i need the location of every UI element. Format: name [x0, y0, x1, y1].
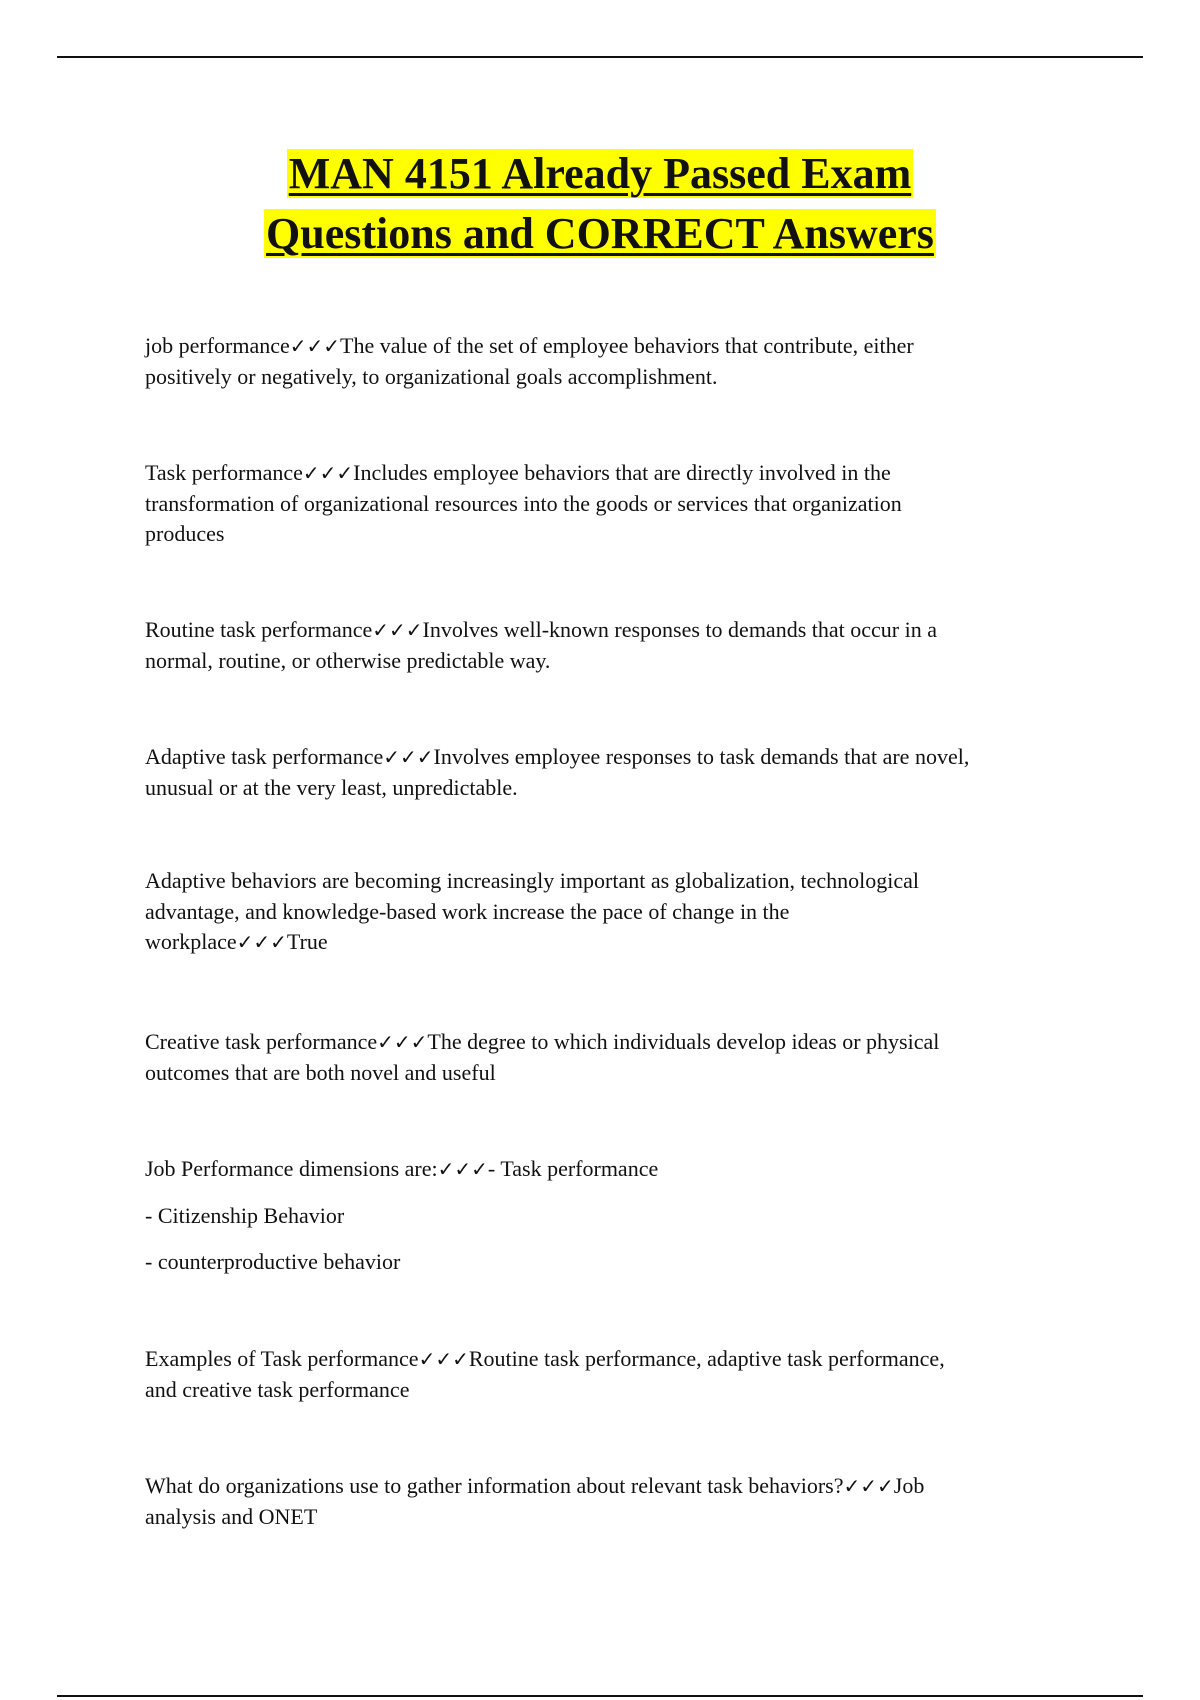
entry-answer: Job — [893, 1473, 925, 1498]
entry-answer: Involves well-known responses to demands that occur in a — [422, 617, 937, 642]
qa-entry-adaptive-behaviors — [145, 866, 1065, 958]
entry-term: workplace — [145, 929, 237, 954]
entry-answer-continued: transformation of organizational resources into the goods or services that organization — [145, 490, 902, 516]
entry-answer: Routine task performance, adaptive task performance, — [468, 1346, 945, 1371]
document-title — [0, 144, 1200, 264]
check-mark-icon: ✓✓✓ — [236, 930, 287, 954]
entry-term: Job Performance dimensions are: — [145, 1156, 438, 1181]
title-line-1: MAN 4151 Already Passed Exam — [288, 149, 912, 198]
check-mark-icon: ✓✓✓ — [302, 461, 354, 485]
qa-entry-job-performance-dimensions — [145, 1154, 1065, 1185]
entry-answer-continued: outcomes that are both novel and useful — [145, 1059, 496, 1085]
entry-answer-continued: produces — [145, 521, 225, 546]
check-mark-icon: ✓✓✓ — [418, 1347, 469, 1371]
entry-term: Creative task performance — [145, 1029, 378, 1054]
list-item: - Citizenship Behavior — [145, 1203, 345, 1228]
entry-term: Task performance — [145, 460, 303, 485]
entry-answer: Includes employee behaviors that are directly involved in the — [353, 460, 891, 485]
entry-term: Adaptive task performance — [145, 744, 384, 769]
entry-answer-continued: normal, routine, or otherwise predictable way. — [145, 647, 551, 673]
qa-entry-gather-information — [145, 1471, 1065, 1532]
qa-entry-routine-task-performance — [145, 615, 1065, 676]
title-line-2: Questions and CORRECT Answers — [266, 209, 934, 258]
entry-term: Examples of Task performance — [145, 1346, 419, 1371]
qa-entry-task-performance — [145, 458, 1065, 550]
bottom-rule — [57, 1695, 1143, 1697]
list-item: - counterproductive behavior — [145, 1249, 401, 1274]
entry-answer: The value of the set of employee behaviors that contribute, either — [340, 333, 914, 358]
entry-term: job performance — [145, 333, 290, 358]
check-mark-icon: ✓✓✓ — [843, 1474, 894, 1498]
check-mark-icon: ✓✓✓ — [289, 334, 341, 358]
top-rule — [57, 56, 1143, 58]
entry-question-continued: advantage, and knowledge-based work increase the pace of change in the — [145, 898, 790, 924]
entry-answer: The degree to which individuals develop ideas or physical — [427, 1029, 940, 1054]
qa-entry-job-performance — [145, 331, 1065, 392]
entry-answer-continued: and creative task performance — [145, 1376, 410, 1402]
check-mark-icon: ✓✓✓ — [437, 1157, 488, 1181]
entry-answer-continued: analysis and ONET — [145, 1503, 318, 1529]
qa-entry-adaptive-task-performance — [145, 742, 1065, 803]
entry-term: Routine task performance — [145, 617, 373, 642]
qa-entry-creative-task-performance — [145, 1027, 1065, 1088]
check-mark-icon: ✓✓✓ — [383, 745, 434, 769]
qa-entry-examples-of-task-performance — [145, 1344, 1065, 1405]
entry-answer-continued: unusual or at the very least, unpredictable. — [145, 774, 518, 800]
entry-term: What do organizations use to gather information about relevant task behaviors? — [145, 1473, 844, 1498]
entry-answer: Involves employee responses to task demands that are novel, — [433, 744, 970, 769]
check-mark-icon: ✓✓✓ — [377, 1030, 428, 1054]
entry-answer: True — [286, 929, 328, 954]
entry-answer: - Task performance — [487, 1156, 659, 1181]
entry-answer-continued: positively or negatively, to organizational goals accomplishment. — [145, 363, 718, 389]
check-mark-icon: ✓✓✓ — [372, 618, 423, 642]
entry-question: Adaptive behaviors are becoming increasingly important as globalization, technological — [145, 868, 920, 893]
